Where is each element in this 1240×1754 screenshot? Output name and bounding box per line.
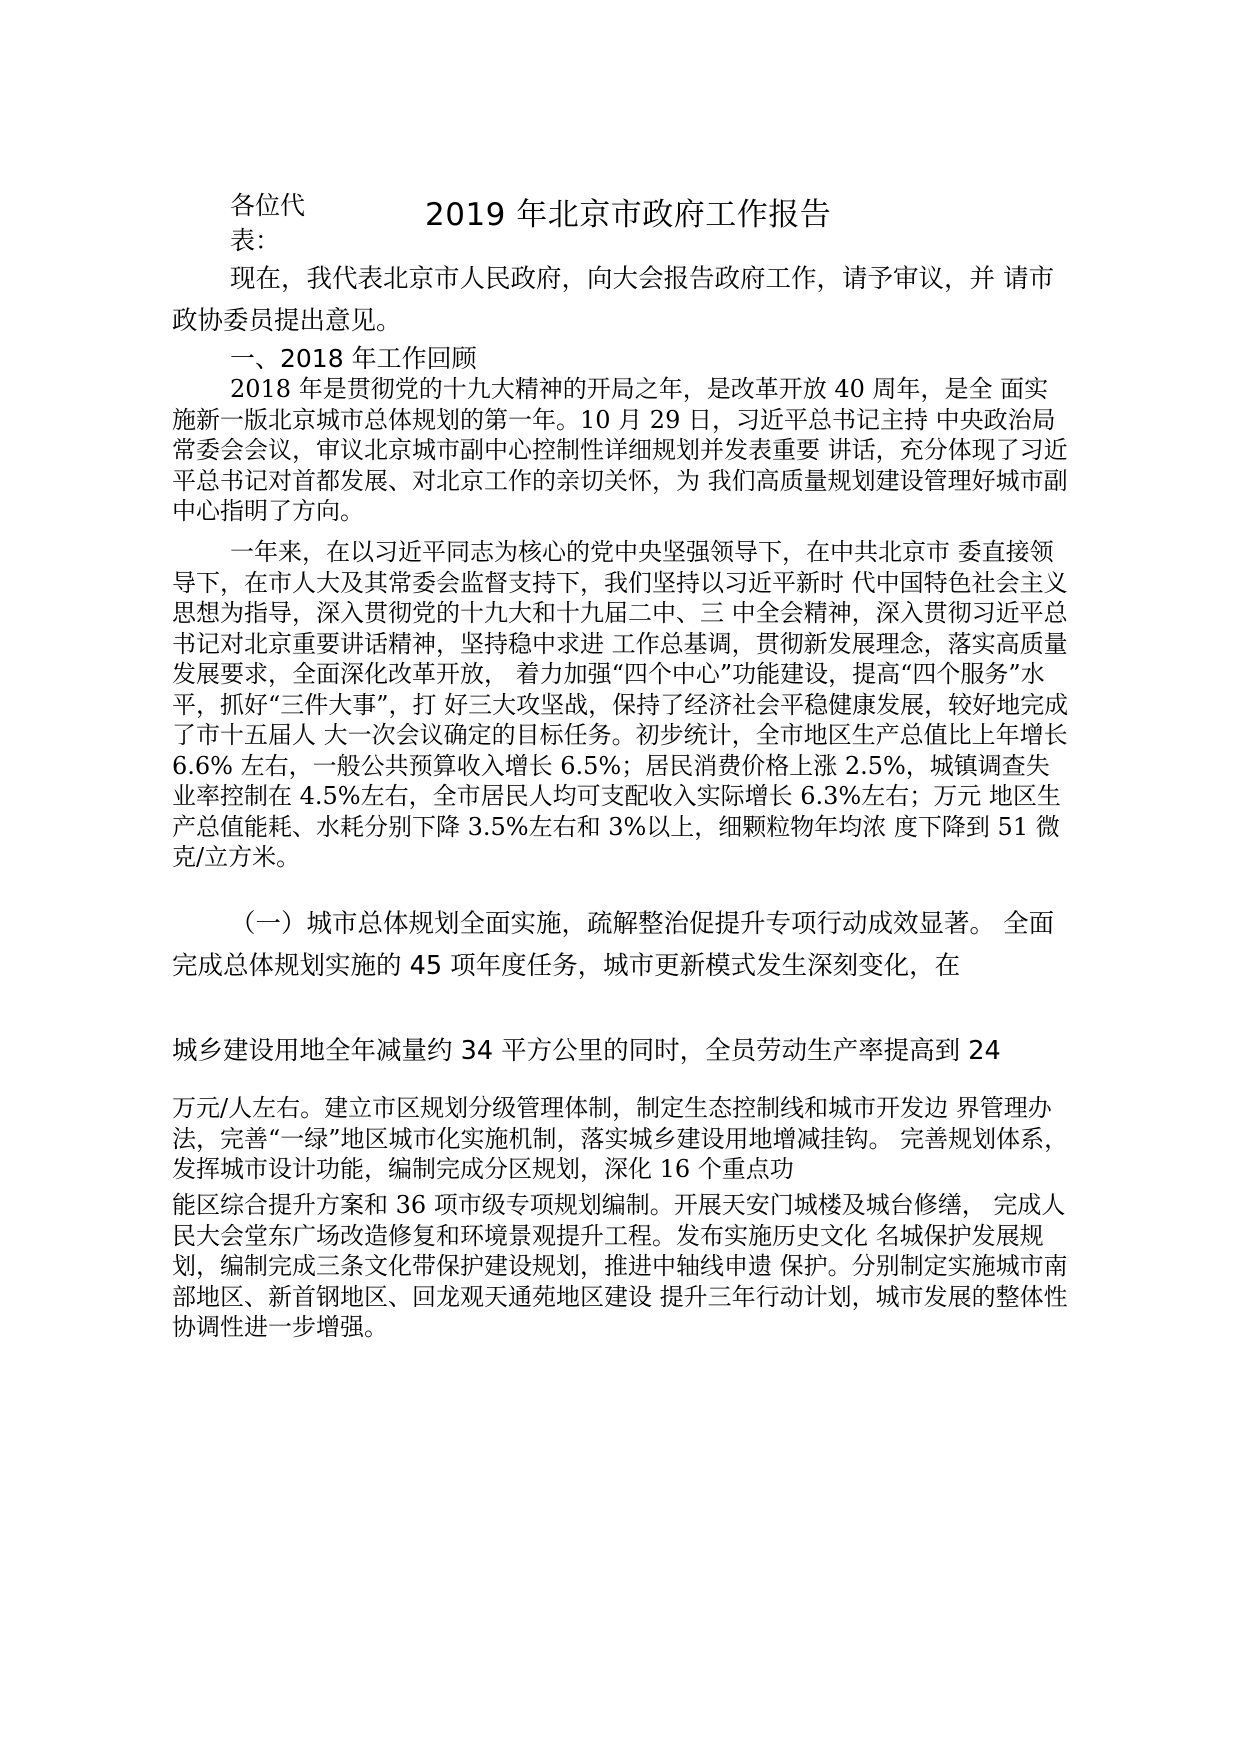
document-title: 2019 年北京市政府工作报告 [425,197,832,233]
section-heading: 一、2018 年工作回顾 [230,344,477,373]
paragraph-3: （一）城市总体规划全面实施，疏解整治促提升专项行动成效显著。 全面完成总体规划实施的 45 项年度任务，城市更新模式发生深刻变化，在 [172,909,1055,981]
paragraph-2: 一年来，在以习近平同志为核心的党中央坚强领导下，在中共北京市 委直接领导下，在市人大及其常委会监督支持下，我们坚持以习近平新时 代中国特色社会主义思想为指导，深入贯彻党的十九大和十九届二中、三 中全会精神，深入贯彻习近平总书记对北京重要讲话精神，坚持稳中求进 工作总基调，贯彻新发展理念，落实高质量发展要求，全面深化改革开放， 着力加强“四个中心”功能建设，提高“四个服务”水平，抓好“三件大事”，打 好三大攻坚战，保持了经济社会平稳健康发展，较好地完成了市十五届人 大一次会议确定的目标任务。初步统计，全市地区生产总值比上年增长 6.6% 左右，一般公共预算收入增长 6.5%；居民消费价格上涨 2.5%，城镇调查失 业率控制在 4.5%左右，全市居民人均可支配收入实际增长 6.3%左右；万元 地区生产总值能耗、水耗分别下降 3.5%左右和 3%以上，细颗粒物年均浓 度下降到 51 微克/立方米。 [172,538,1069,871]
paragraph-5: 万元/人左右。建立市区规划分级管理体制，制定生态控制线和城市开发边 界管理办法，完善“一绿”地区城市化实施机制，落实城乡建设用地增减挂钩。 完善规划体系，发挥城市设计功能，编制完成分区规划，深化 16 个重点功 [172,1094,1069,1183]
paragraph-1: 2018 年是贯彻党的十九大精神的开局之年，是改革开放 40 周年，是全 面实施新一版北京城市总体规划的第一年。10 月 29 日，习近平总书记主持 中央政治局常委会会议，审议北京城市副中心控制性详细规划并发表重要 讲话，充分体现了习近平总书记对首都发展、对北京工作的亲切关怀，为 我们高质量规划建设管理好城市副中心指明了方向。 [172,375,1068,525]
intro-paragraph: 现在，我代表北京市人民政府，向大会报告政府工作，请予审议，并 请市政协委员提出意见。 [172,264,1055,336]
salutation: 各位代表： [230,191,306,255]
paragraph-6: 能区综合提升方案和 36 项市级专项规划编制。开展天安门城楼及城台修缮， 完成人民大会堂东广场改造修复和环境景观提升工程。发布实施历史文化 名城保护发展规划，编制完成三条文化带保护建设规划，推进中轴线申遗 保护。分别制定实施城市南部地区、新首钢地区、回龙观天通苑地区建设 提升三年行动计划，城市发展的整体性协调性进一步增强。 [172,1191,1068,1341]
paragraph-4: 城乡建设用地全年减量约 34 平方公里的同时，全员劳动生产率提高到 24 [172,1036,1001,1066]
